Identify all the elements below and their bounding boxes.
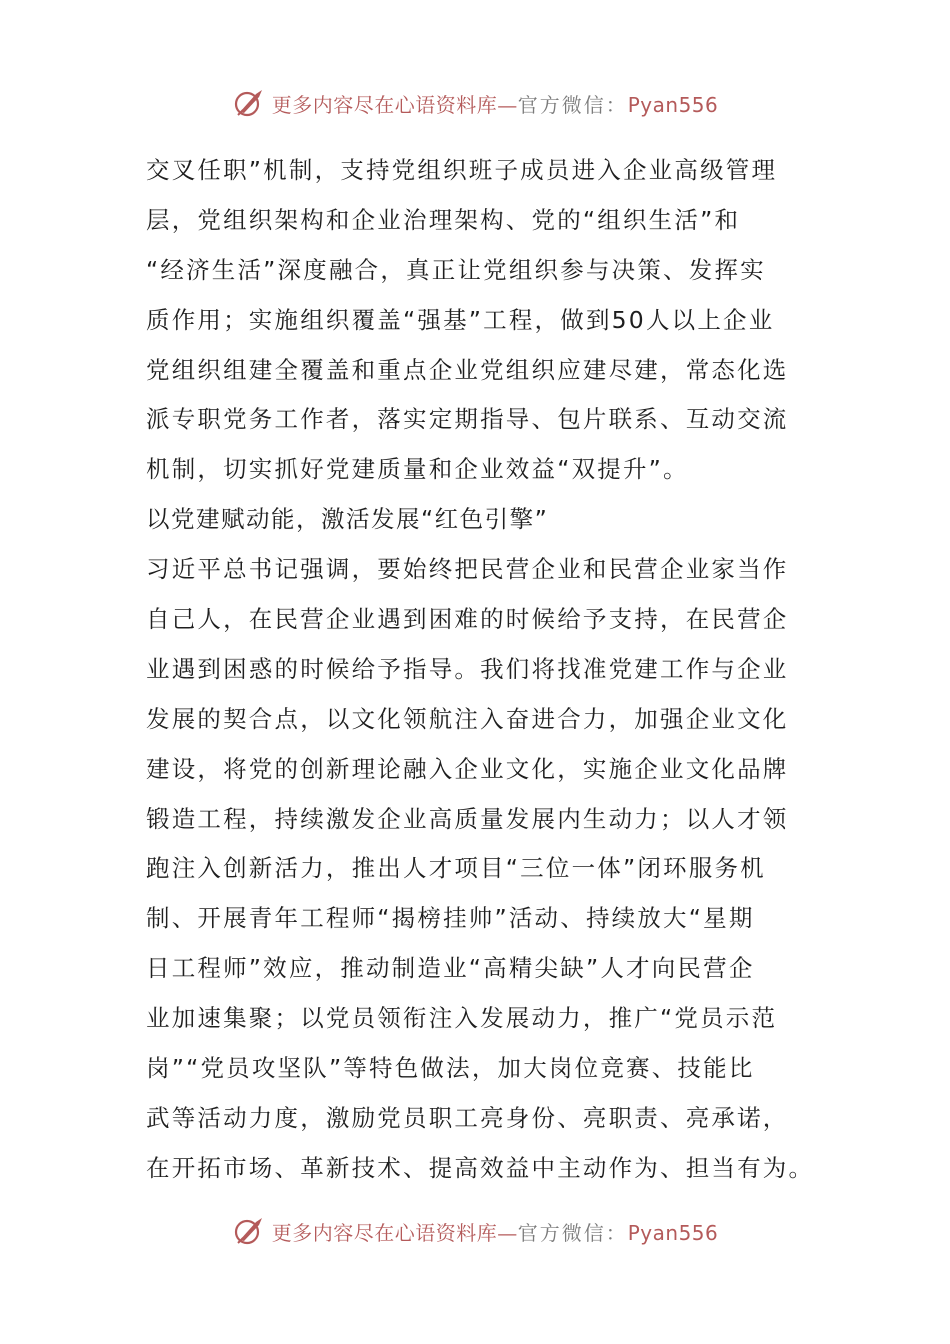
section-heading: 以党建赋动能，激活发展“红色引擎” — [146, 505, 549, 534]
body-text-line: 层，党组织架构和企业治理架构、党的“组织生活”和 — [146, 205, 741, 234]
watermark-text: 更多内容尽在心语资料库—官方微信：Pyan556 — [271, 1220, 719, 1245]
body-text-line: 自己人，在民营企业遇到困难的时候给予支持，在民营企 — [146, 605, 789, 634]
body-text-line: 建设，将党的创新理论融入企业文化，实施企业文化品牌 — [146, 754, 789, 783]
body-text-line: 制、开展青年工程师“揭榜挂帅”活动、持续放大“星期 — [146, 904, 755, 933]
quill-logo-icon — [232, 1214, 266, 1248]
body-text-line: 派专职党务工作者，落实定期指导、包片联系、互动交流 — [146, 405, 789, 434]
document-body — [146, 146, 815, 1194]
quill-logo-icon — [232, 86, 266, 120]
body-text-line: 锻造工程，持续激发企业高质量发展内生动力；以人才领 — [146, 804, 789, 833]
body-text-line: 日工程师”效应，推动制造业“高精尖缺”人才向民营企 — [146, 954, 755, 983]
body-text-line: 交叉任职”机制，支持党组织班子成员进入企业高级管理 — [146, 156, 778, 184]
body-text-line: 业遇到困惑的时候给予指导。我们将找准党建工作与企业 — [146, 654, 789, 683]
body-text-line: 机制，切实抓好党建质量和企业效益“双提升”。 — [146, 455, 689, 484]
body-text-line: 岗”“党员攻坚队”等特色做法，加大岗位竞赛、技能比 — [146, 1054, 755, 1083]
body-text-line: 发展的契合点，以文化领航注入奋进合力，加强企业文化 — [146, 704, 789, 733]
watermark-text: 更多内容尽在心语资料库—官方微信：Pyan556 — [271, 92, 719, 117]
body-text-line: 业加速集聚；以党员领衔注入发展动力，推广“党员示范 — [146, 1004, 778, 1033]
body-text-line: “经济生活”深度融合，真正让党组织参与决策、发挥实 — [146, 255, 766, 284]
body-text-line: 党组织组建全覆盖和重点企业党组织应建尽建，常态化选 — [146, 355, 789, 384]
body-text-line: 武等活动力度，激励党员职工亮身份、亮职责、亮承诺， — [146, 1103, 789, 1132]
body-text-line: 质作用；实施组织覆盖“强基”工程，做到50人以上企业 — [146, 305, 775, 334]
header-watermark-banner — [0, 78, 950, 128]
body-text-line: 习近平总书记强调，要始终把民营企业和民营企业家当作 — [146, 555, 789, 584]
footer-watermark-banner — [0, 1206, 950, 1256]
body-text-line: 在开拓市场、革新技术、提高效益中主动作为、担当有为。 — [146, 1153, 815, 1182]
body-text-line: 跑注入创新活力，推出人才项目“三位一体”闭环服务机 — [146, 854, 766, 883]
